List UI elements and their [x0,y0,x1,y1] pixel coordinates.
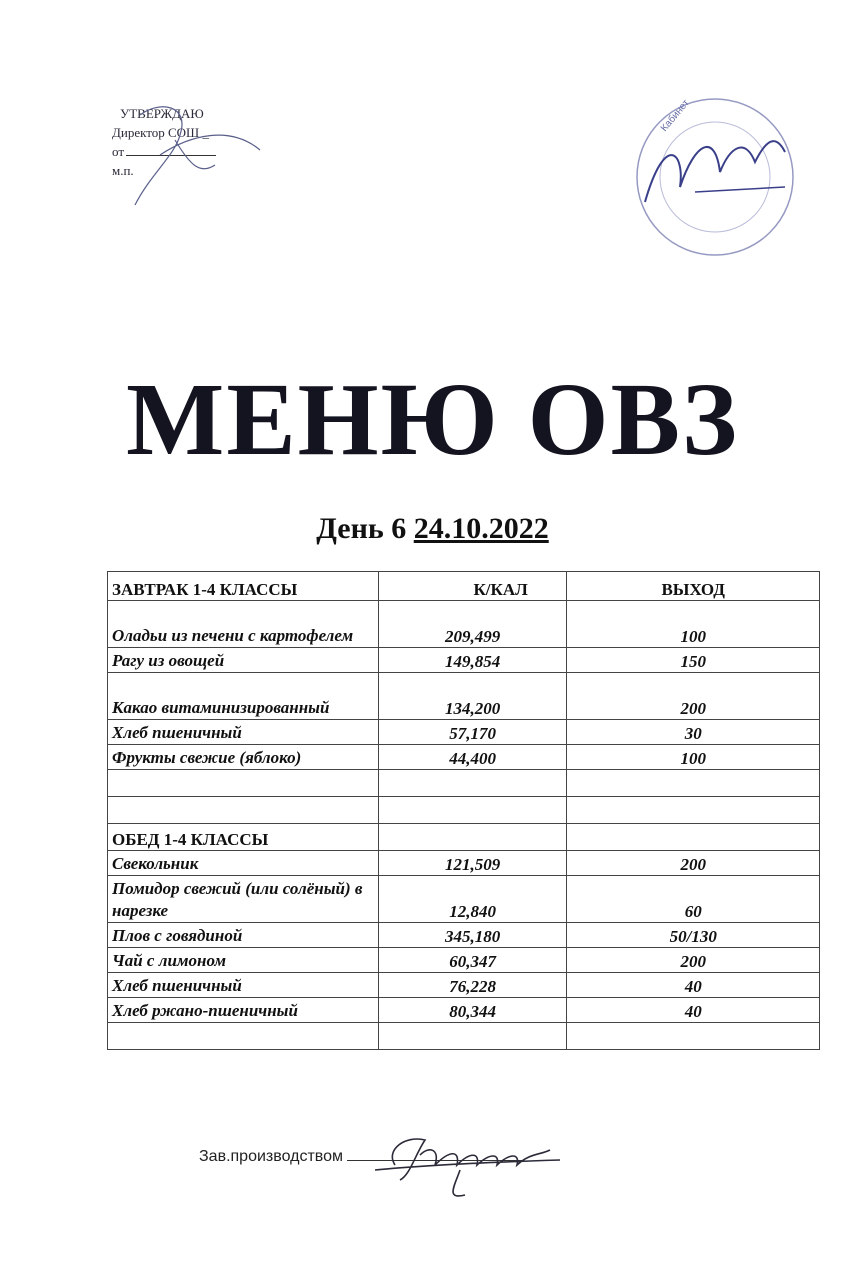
dish-output: 40 [567,998,820,1023]
table-row [108,673,820,720]
dish-name: Хлеб пшеничный [108,973,379,998]
dish-output: 60 [567,876,820,923]
dish-kcal: 80,344 [378,998,567,1023]
lunch-section-row [108,824,820,851]
stamp-seal [625,92,800,262]
table-row [108,601,820,648]
table-header-row [108,572,820,601]
dish-output: 100 [567,601,820,648]
table-row [108,973,820,998]
table-row [108,948,820,973]
header-meal: ЗАВТРАК 1-4 КЛАССЫ [108,572,379,601]
empty-row [108,770,820,797]
dish-kcal: 149,854 [378,648,567,673]
dish-kcal: 345,180 [378,923,567,948]
dish-name: Помидор свежий (или солёный) в нарезке [108,876,379,923]
dish-name: Хлеб ржано-пшеничный [108,998,379,1023]
dish-kcal: 12,840 [378,876,567,923]
empty-row [108,1023,820,1050]
dish-kcal: 121,509 [378,851,567,876]
table-row [108,648,820,673]
menu-table [107,571,820,1050]
lunch-title: ОБЕД 1-4 КЛАССЫ [108,824,379,851]
table-row [108,998,820,1023]
dish-kcal: 134,200 [378,673,567,720]
page-title: МЕНЮ ОВЗ [126,362,739,477]
day-date: 24.10.2022 [413,512,549,545]
dish-output: 50/130 [567,923,820,948]
dish-output: 200 [567,851,820,876]
table-row [108,720,820,745]
dish-name: Оладьи из печени с картофелем [108,601,379,648]
dish-kcal: 209,499 [378,601,567,648]
svg-text:Кабинет: Кабинет [658,97,692,134]
header-kcal: К/КАЛ [378,572,567,601]
dish-output: 40 [567,973,820,998]
dish-output: 150 [567,648,820,673]
dish-name: Фрукты свежие (яблоко) [108,745,379,770]
dish-name: Рагу из овощей [108,648,379,673]
dish-kcal: 76,228 [378,973,567,998]
dish-name: Плов с говядиной [108,923,379,948]
dish-kcal: 60,347 [378,948,567,973]
dish-kcal: 57,170 [378,720,567,745]
empty-row [108,797,820,824]
table-row [108,745,820,770]
dish-name: Хлеб пшеничный [108,720,379,745]
table-row [108,923,820,948]
dish-output: 200 [567,948,820,973]
table-row [108,876,820,923]
dish-output: 200 [567,673,820,720]
table-row [108,851,820,876]
day-line [0,512,865,546]
approval-mp: м.п. [112,163,134,178]
approval-date: от [112,142,216,161]
dish-kcal: 44,400 [378,745,567,770]
director-signature [120,95,270,220]
dish-name: Чай с лимоном [108,948,379,973]
day-label: День 6 [316,512,407,545]
production-manager-signature [365,1120,565,1210]
approval-title: УТВЕРЖДАЮ [120,106,204,121]
approval-director: Директор СОШ _ [112,125,209,140]
dish-name: Какао витаминизированный [108,673,379,720]
header-output: ВЫХОД [567,572,820,601]
dish-output: 100 [567,745,820,770]
dish-name: Свекольник [108,851,379,876]
footer-label: Зав.производством [199,1148,343,1165]
dish-output: 30 [567,720,820,745]
